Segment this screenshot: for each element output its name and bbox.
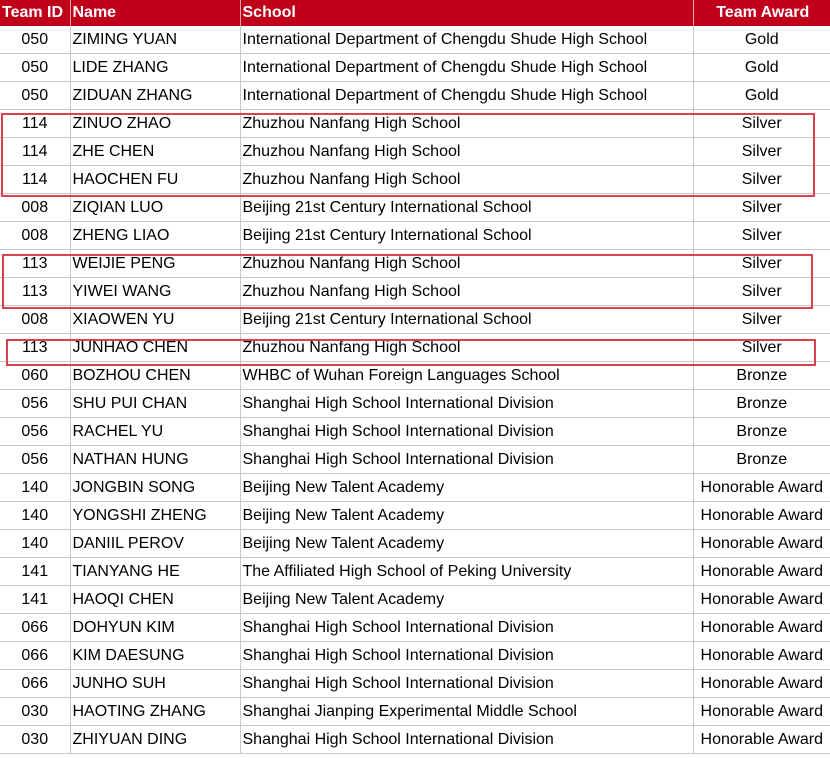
school-cell: Zhuzhou Nanfang High School	[240, 334, 693, 362]
team-id-cell: 140	[0, 502, 70, 530]
team-id-cell: 008	[0, 194, 70, 222]
table-row	[0, 530, 830, 558]
team-id-cell: 066	[0, 614, 70, 642]
team-id-cell: 114	[0, 138, 70, 166]
name-cell: JUNHO SUH	[70, 670, 240, 698]
team-award-cell: Silver	[693, 110, 830, 138]
school-cell: The Affiliated High School of Peking University	[240, 558, 693, 586]
name-cell: DANIIL PEROV	[70, 530, 240, 558]
name-cell: ZIMING YUAN	[70, 26, 240, 54]
team-id-cell: 030	[0, 698, 70, 726]
table-row	[0, 306, 830, 334]
school-cell: Zhuzhou Nanfang High School	[240, 166, 693, 194]
header-name: Name	[70, 0, 240, 26]
team-award-cell: Honorable Award	[693, 474, 830, 502]
table-row	[0, 362, 830, 390]
team-id-cell: 008	[0, 306, 70, 334]
team-award-cell: Honorable Award	[693, 670, 830, 698]
name-cell: YIWEI WANG	[70, 278, 240, 306]
school-cell: Beijing New Talent Academy	[240, 502, 693, 530]
team-award-cell: Silver	[693, 306, 830, 334]
table-row	[0, 502, 830, 530]
header-team-award: Team Award	[693, 0, 830, 26]
school-cell: Beijing New Talent Academy	[240, 474, 693, 502]
table-row	[0, 166, 830, 194]
table-row	[0, 54, 830, 82]
school-cell: International Department of Chengdu Shude High School	[240, 26, 693, 54]
team-award-cell: Honorable Award	[693, 642, 830, 670]
team-award-cell: Silver	[693, 334, 830, 362]
name-cell: NATHAN HUNG	[70, 446, 240, 474]
team-id-cell: 113	[0, 278, 70, 306]
table-row	[0, 390, 830, 418]
team-id-cell: 050	[0, 82, 70, 110]
team-id-cell: 141	[0, 586, 70, 614]
school-cell: Shanghai High School International Division	[240, 418, 693, 446]
school-cell: Shanghai Jianping Experimental Middle School	[240, 698, 693, 726]
school-cell: Beijing 21st Century International School	[240, 222, 693, 250]
name-cell: WEIJIE PENG	[70, 250, 240, 278]
team-award-cell: Gold	[693, 54, 830, 82]
team-id-cell: 113	[0, 334, 70, 362]
name-cell: BOZHOU CHEN	[70, 362, 240, 390]
table-row	[0, 138, 830, 166]
table-row	[0, 82, 830, 110]
header-school: School	[240, 0, 693, 26]
name-cell: TIANYANG HE	[70, 558, 240, 586]
table-row	[0, 110, 830, 138]
team-award-cell: Honorable Award	[693, 586, 830, 614]
team-award-cell: Silver	[693, 194, 830, 222]
school-cell: Beijing 21st Century International School	[240, 194, 693, 222]
team-id-cell: 114	[0, 110, 70, 138]
school-cell: Zhuzhou Nanfang High School	[240, 278, 693, 306]
name-cell: YONGSHI ZHENG	[70, 502, 240, 530]
name-cell: JUNHAO CHEN	[70, 334, 240, 362]
team-award-cell: Gold	[693, 82, 830, 110]
header-team-id: Team ID	[0, 0, 70, 26]
name-cell: HAOCHEN FU	[70, 166, 240, 194]
team-award-cell: Bronze	[693, 446, 830, 474]
team-id-cell: 066	[0, 670, 70, 698]
school-cell: Shanghai High School International Division	[240, 726, 693, 754]
school-cell: Shanghai High School International Division	[240, 670, 693, 698]
team-award-cell: Honorable Award	[693, 530, 830, 558]
name-cell: JONGBIN SONG	[70, 474, 240, 502]
name-cell: RACHEL YU	[70, 418, 240, 446]
team-id-cell: 030	[0, 726, 70, 754]
team-id-cell: 056	[0, 390, 70, 418]
name-cell: ZHENG LIAO	[70, 222, 240, 250]
table-row	[0, 334, 830, 362]
school-cell: Shanghai High School International Division	[240, 614, 693, 642]
team-award-cell: Honorable Award	[693, 502, 830, 530]
table-row	[0, 222, 830, 250]
school-cell: International Department of Chengdu Shude High School	[240, 54, 693, 82]
name-cell: KIM DAESUNG	[70, 642, 240, 670]
school-cell: Zhuzhou Nanfang High School	[240, 110, 693, 138]
name-cell: XIAOWEN YU	[70, 306, 240, 334]
name-cell: ZIDUAN ZHANG	[70, 82, 240, 110]
team-award-cell: Bronze	[693, 418, 830, 446]
team-award-cell: Bronze	[693, 390, 830, 418]
team-id-cell: 141	[0, 558, 70, 586]
team-id-cell: 060	[0, 362, 70, 390]
table-row	[0, 194, 830, 222]
table-row	[0, 614, 830, 642]
table-row	[0, 670, 830, 698]
team-id-cell: 056	[0, 418, 70, 446]
team-id-cell: 113	[0, 250, 70, 278]
school-cell: Beijing 21st Century International School	[240, 306, 693, 334]
table-row	[0, 250, 830, 278]
table-row	[0, 26, 830, 54]
table-row	[0, 698, 830, 726]
team-id-cell: 140	[0, 530, 70, 558]
team-award-cell: Honorable Award	[693, 726, 830, 754]
name-cell: HAOTING ZHANG	[70, 698, 240, 726]
team-award-cell: Silver	[693, 250, 830, 278]
table-row	[0, 474, 830, 502]
header-row	[0, 0, 830, 26]
table-row	[0, 642, 830, 670]
team-award-cell: Bronze	[693, 362, 830, 390]
school-cell: WHBC of Wuhan Foreign Languages School	[240, 362, 693, 390]
name-cell: SHU PUI CHAN	[70, 390, 240, 418]
team-id-cell: 050	[0, 26, 70, 54]
name-cell: ZHE CHEN	[70, 138, 240, 166]
table-row	[0, 726, 830, 754]
name-cell: HAOQI CHEN	[70, 586, 240, 614]
team-award-cell: Gold	[693, 26, 830, 54]
team-award-cell: Silver	[693, 138, 830, 166]
team-award-cell: Honorable Award	[693, 698, 830, 726]
school-cell: Beijing New Talent Academy	[240, 586, 693, 614]
school-cell: Beijing New Talent Academy	[240, 530, 693, 558]
team-award-cell: Silver	[693, 222, 830, 250]
team-id-cell: 114	[0, 166, 70, 194]
table-row	[0, 278, 830, 306]
team-id-cell: 056	[0, 446, 70, 474]
team-award-cell: Honorable Award	[693, 558, 830, 586]
table-row	[0, 446, 830, 474]
school-cell: Zhuzhou Nanfang High School	[240, 138, 693, 166]
team-award-cell: Silver	[693, 166, 830, 194]
table-row	[0, 558, 830, 586]
school-cell: Shanghai High School International Division	[240, 642, 693, 670]
school-cell: Shanghai High School International Division	[240, 390, 693, 418]
name-cell: DOHYUN KIM	[70, 614, 240, 642]
name-cell: ZIQIAN LUO	[70, 194, 240, 222]
team-id-cell: 008	[0, 222, 70, 250]
school-cell: International Department of Chengdu Shude High School	[240, 82, 693, 110]
table-row	[0, 586, 830, 614]
school-cell: Zhuzhou Nanfang High School	[240, 250, 693, 278]
team-award-cell: Honorable Award	[693, 614, 830, 642]
team-award-cell: Silver	[693, 278, 830, 306]
name-cell: LIDE ZHANG	[70, 54, 240, 82]
name-cell: ZINUO ZHAO	[70, 110, 240, 138]
team-id-cell: 066	[0, 642, 70, 670]
table-row	[0, 418, 830, 446]
school-cell: Shanghai High School International Division	[240, 446, 693, 474]
name-cell: ZHIYUAN DING	[70, 726, 240, 754]
team-id-cell: 140	[0, 474, 70, 502]
team-id-cell: 050	[0, 54, 70, 82]
